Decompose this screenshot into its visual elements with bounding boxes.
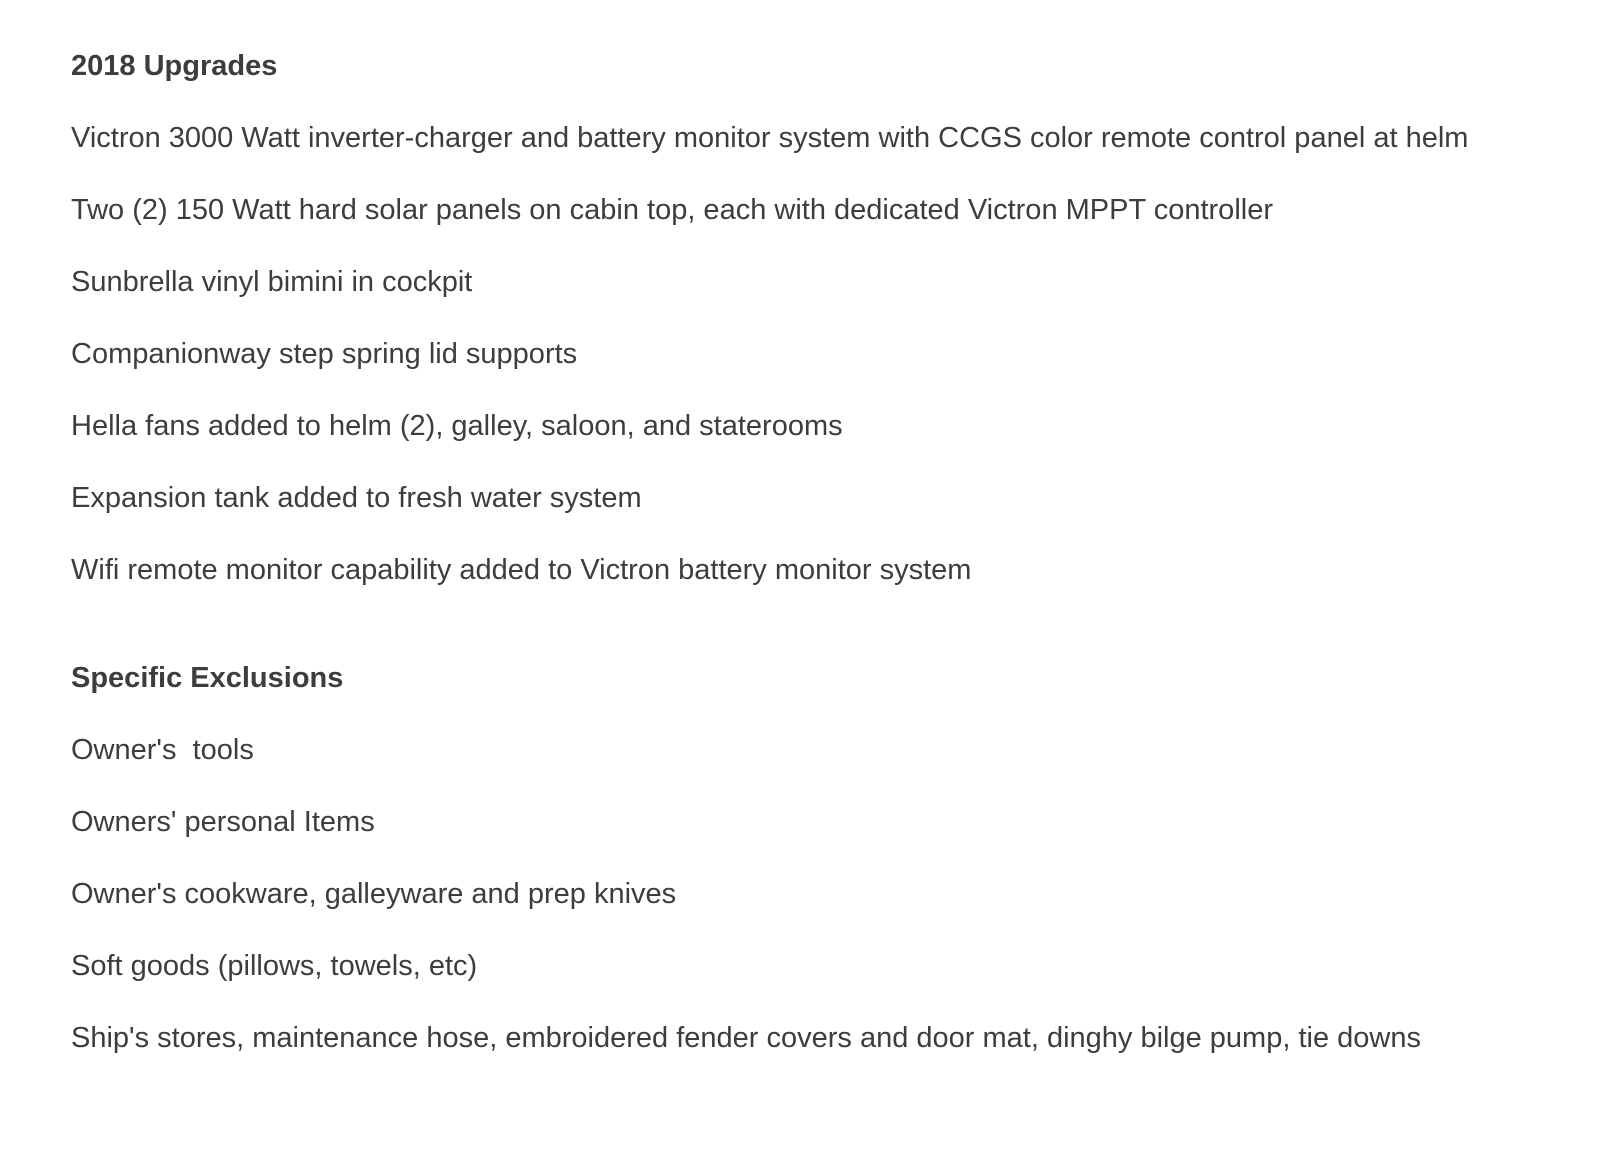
document-body xyxy=(71,48,1601,1092)
upgrade-item: Sunbrella vinyl bimini in cockpit xyxy=(71,266,473,298)
exclusions-heading: Specific Exclusions xyxy=(71,662,344,694)
upgrade-item: Wifi remote monitor capability added to Victron battery monitor system xyxy=(71,554,972,586)
exclusion-item: Soft goods (pillows, towels, etc) xyxy=(71,950,478,982)
upgrade-item: Expansion tank added to fresh water system xyxy=(71,482,642,514)
section-spacer xyxy=(71,624,1601,660)
exclusion-item: Owner's cookware, galleyware and prep knives xyxy=(71,878,677,910)
upgrade-item: Companionway step spring lid supports xyxy=(71,338,578,370)
upgrade-item: Two (2) 150 Watt hard solar panels on cabin top, each with dedicated Victron MPPT controller xyxy=(71,194,1273,226)
exclusion-item: Owners' personal Items xyxy=(71,806,375,838)
upgrade-item: Hella fans added to helm (2), galley, saloon, and staterooms xyxy=(71,410,843,442)
exclusion-item: Ship's stores, maintenance hose, embroidered fender covers and door mat, dinghy bilge pump, tie downs xyxy=(71,1022,1421,1054)
upgrades-heading: 2018 Upgrades xyxy=(71,50,278,82)
exclusion-item: Owner's tools xyxy=(71,734,254,766)
upgrade-item: Victron 3000 Watt inverter-charger and battery monitor system with CCGS color remote control panel at helm xyxy=(71,122,1469,154)
